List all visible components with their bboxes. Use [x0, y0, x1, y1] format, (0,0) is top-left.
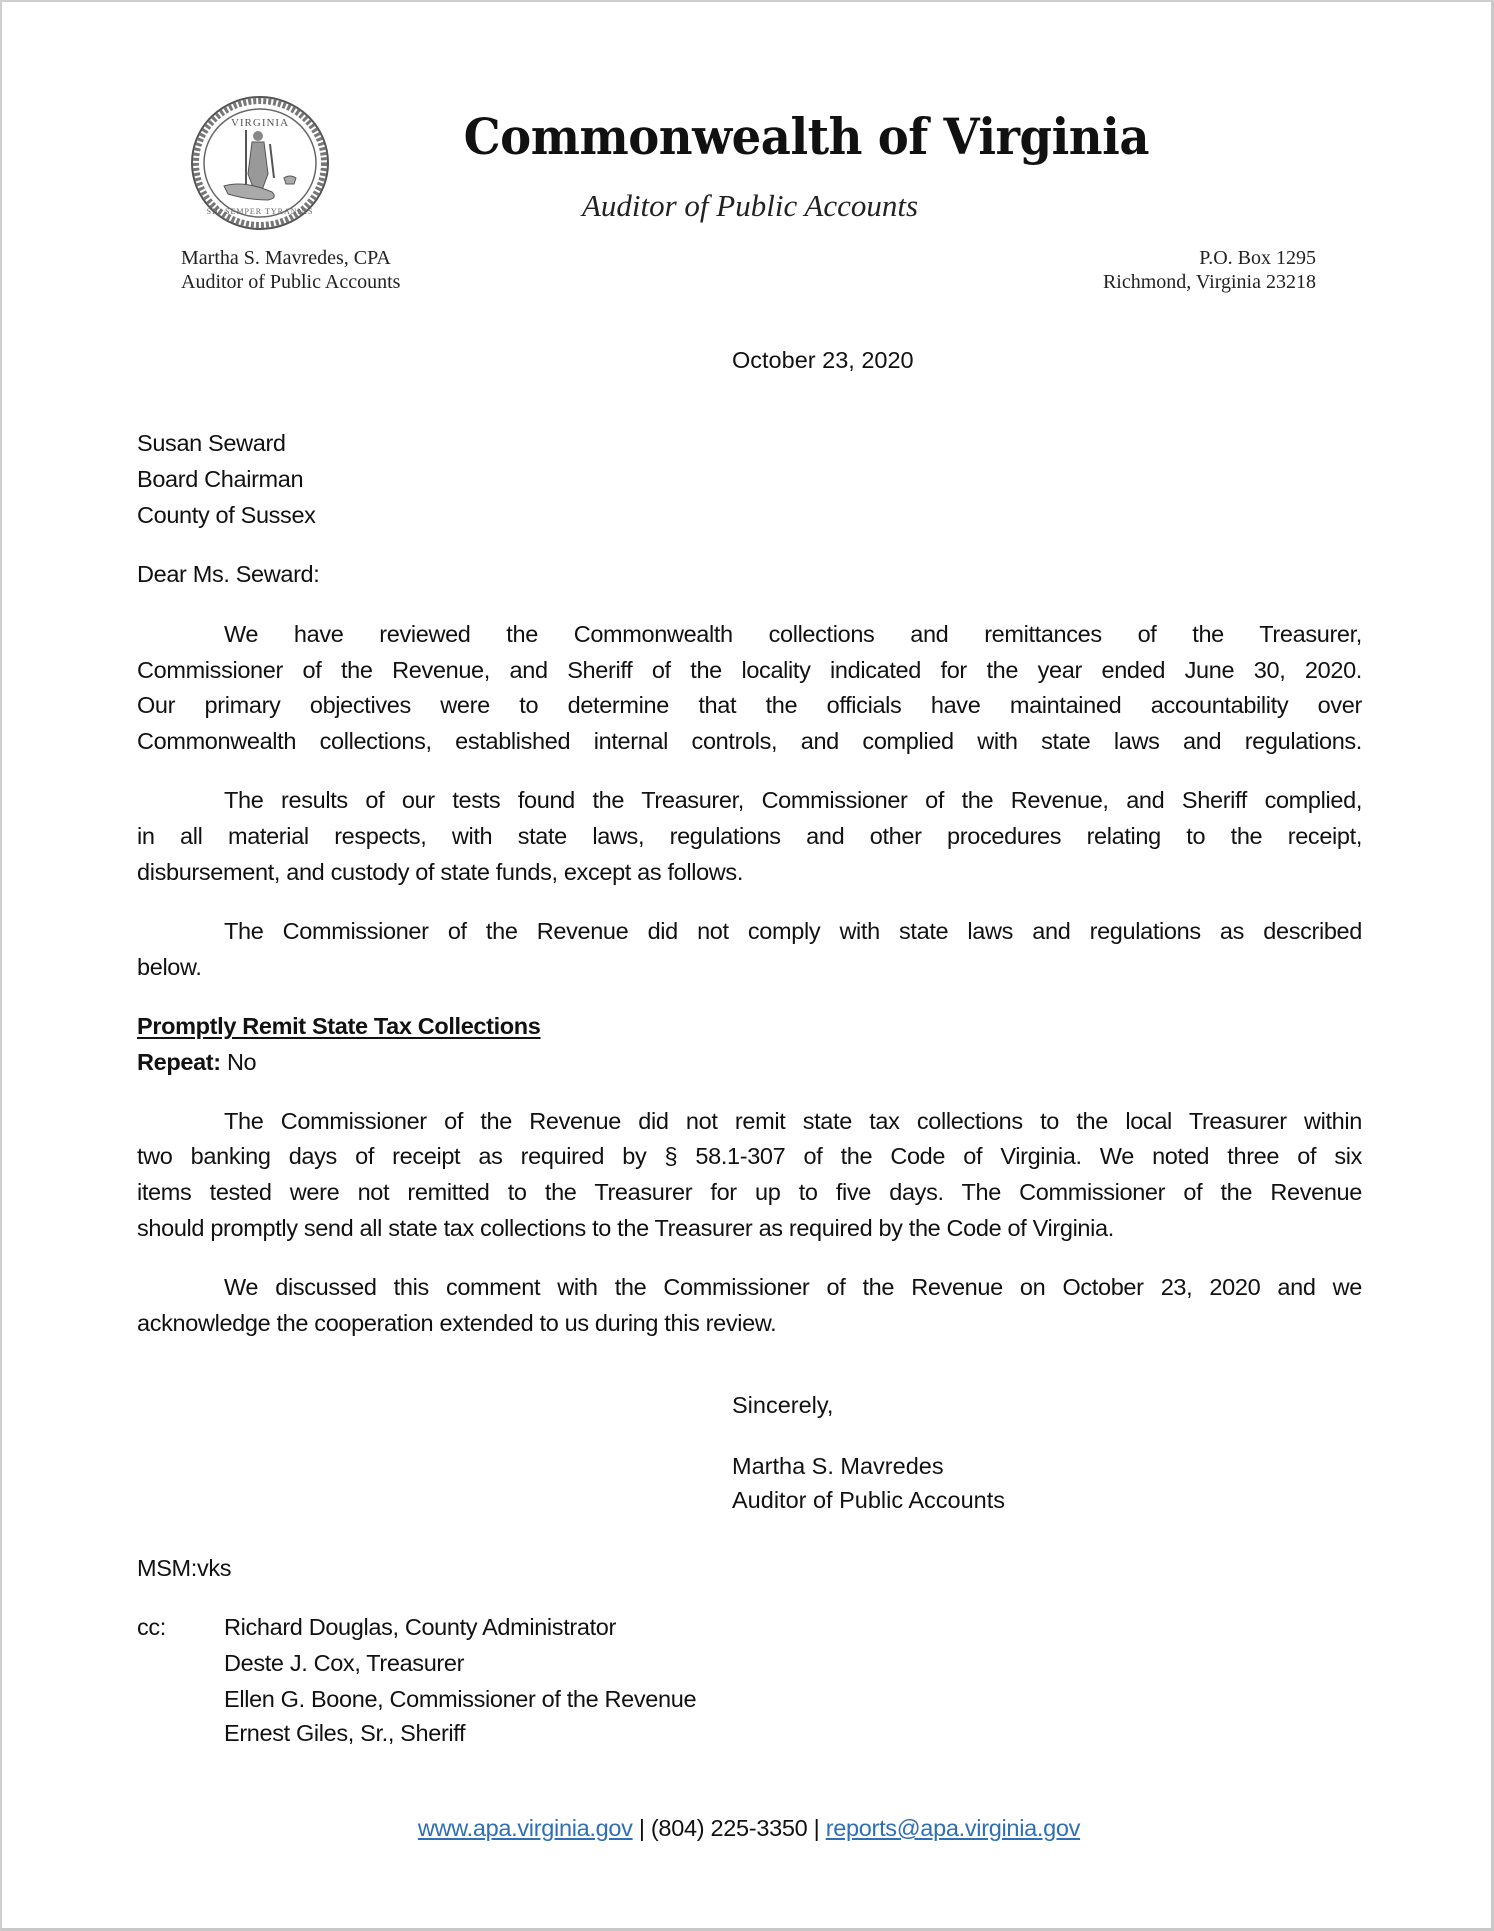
paragraph-line: disbursement, and custody of state funds, except as follows. [137, 859, 744, 885]
website-link[interactable]: www.apa.virginia.gov [417, 1815, 633, 1841]
signer-title: Auditor of Public Accounts [732, 1487, 1006, 1513]
footer-separator: | [638, 1815, 645, 1841]
state-seal-icon [188, 94, 332, 232]
signer-name: Martha S. Mavredes [732, 1453, 944, 1479]
auditor-info [181, 246, 400, 294]
footer-separator: | [813, 1815, 820, 1841]
finding-repeat-status [137, 1047, 256, 1077]
city-state-zip: Richmond, Virginia 23218 [1102, 271, 1316, 293]
paragraph-line: acknowledge the cooperation extended to us during this review. [137, 1310, 777, 1336]
closing-salutation: Sincerely, [732, 1392, 834, 1418]
svg-text:VIRGINIA: VIRGINIA [230, 117, 290, 129]
paragraph-line: We have reviewed the Commonwealth collections and remittances of the Treasurer, [224, 621, 1362, 647]
paragraph-line: Commissioner of the Revenue, and Sheriff of the locality indicated for the year ended June 30, 2020. [137, 657, 1362, 683]
finding-heading: Promptly Remit State Tax Collections [137, 1013, 541, 1039]
auditor-title: Auditor of Public Accounts [181, 271, 401, 293]
paragraph-line: Commonwealth collections, established internal controls, and complied with state laws and regulations. [137, 728, 1362, 754]
phone-number: (804) 225-3350 [650, 1815, 808, 1841]
salutation: Dear Ms. Seward: [137, 561, 320, 587]
cc-label: cc: [137, 1614, 166, 1640]
letterhead-title: Commonwealth of Virginia [463, 107, 1150, 166]
paragraph-line: The Commissioner of the Revenue did not remit state tax collections to the local Treasurer within [224, 1108, 1362, 1134]
paragraph-line: Our primary objectives were to determine that the officials have maintained accountability over [137, 692, 1362, 718]
office-address [1062, 246, 1316, 294]
paragraph-line: We discussed this comment with the Commissioner of the Revenue on October 23, 2020 and we [224, 1274, 1362, 1300]
recipient-organization: County of Sussex [137, 502, 316, 528]
paragraph-line: The results of our tests found the Treasurer, Commissioner of the Revenue, and Sheriff complied, [224, 787, 1362, 813]
cc-recipient: Ernest Giles, Sr., Sheriff [224, 1720, 466, 1746]
paragraph-line: should promptly send all state tax collections to the Treasurer as required by the Code of Virginia. [137, 1215, 1114, 1241]
cc-recipient: Deste J. Cox, Treasurer [224, 1650, 465, 1676]
email-link[interactable]: reports@apa.virginia.gov [825, 1815, 1081, 1841]
recipient-title: Board Chairman [137, 466, 304, 492]
paragraph-line: below. [137, 954, 202, 980]
page-footer [2, 1813, 1494, 1843]
letter-date: October 23, 2020 [732, 347, 914, 373]
typist-initials: MSM:vks [137, 1555, 232, 1581]
cc-recipient: Richard Douglas, County Administrator [224, 1614, 616, 1640]
repeat-label: Repeat: [137, 1049, 221, 1075]
paragraph-line: two banking days of receipt as required by § 58.1-307 of the Code of Virginia. We noted three of six [137, 1143, 1362, 1169]
paragraph-line: in all material respects, with state laws, regulations and other procedures relating to the receipt, [137, 823, 1362, 849]
paragraph-line: The Commissioner of the Revenue did not comply with state laws and regulations as described [224, 918, 1362, 944]
cc-recipient: Ellen G. Boone, Commissioner of the Revenue [224, 1686, 697, 1712]
letterhead-subtitle: Auditor of Public Accounts [581, 188, 919, 223]
repeat-value: No [226, 1049, 257, 1075]
auditor-name: Martha S. Mavredes, CPA [181, 247, 391, 269]
recipient-name: Susan Seward [137, 430, 286, 456]
po-box: P.O. Box 1295 [1199, 247, 1316, 269]
paragraph-line: items tested were not remitted to the Treasurer for up to five days. The Commissioner of the Revenue [137, 1179, 1362, 1205]
svg-text:SIC SEMPER TYRANNIS: SIC SEMPER TYRANNIS [206, 207, 314, 216]
